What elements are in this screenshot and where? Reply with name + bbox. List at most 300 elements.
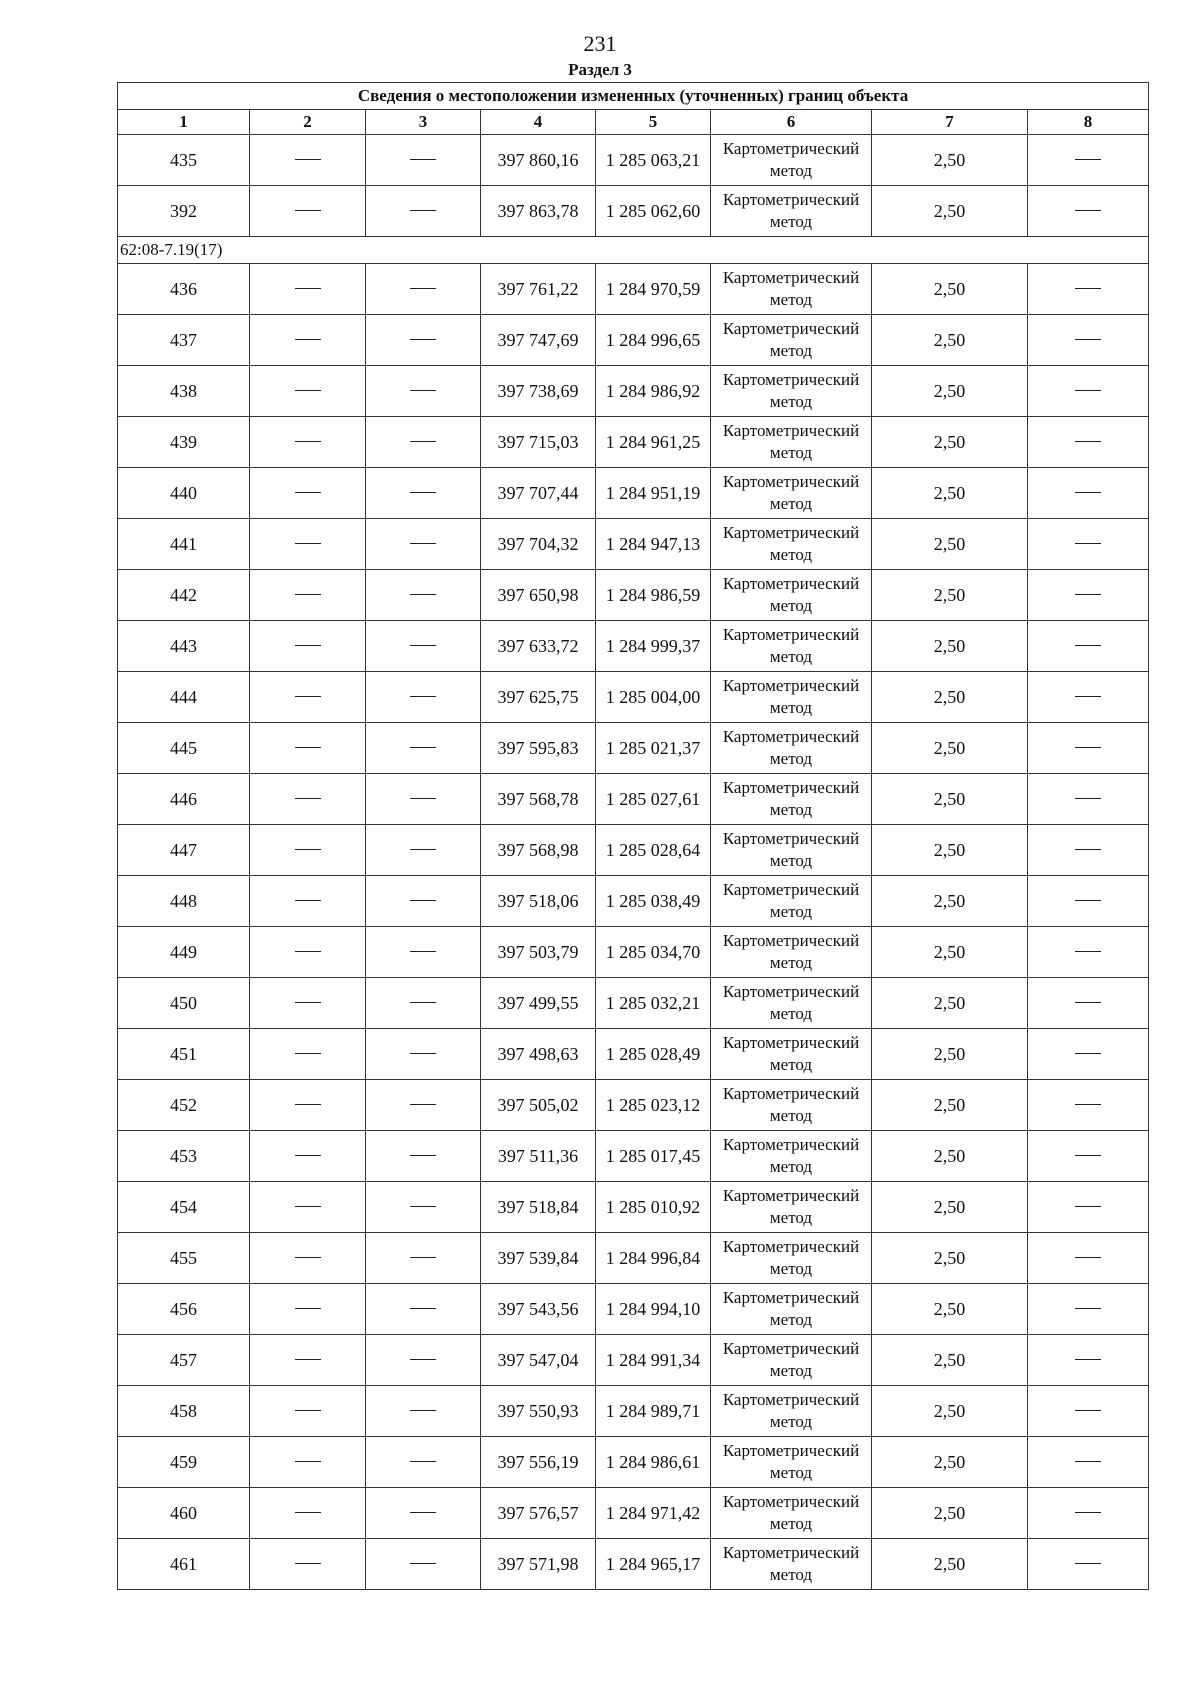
- method-cell: Картометрический метод: [711, 723, 872, 774]
- empty-cell: [250, 1539, 366, 1590]
- empty-cell: [250, 417, 366, 468]
- table-row: [118, 570, 1149, 621]
- coord-y: 1 285 038,49: [596, 876, 711, 927]
- dash-mark: [410, 1002, 436, 1003]
- empty-cell: [1028, 417, 1149, 468]
- dash-mark: [410, 1410, 436, 1411]
- point-number: 457: [118, 1335, 250, 1386]
- accuracy-value: 2,50: [872, 186, 1028, 237]
- coord-x: 397 761,22: [481, 264, 596, 315]
- method-cell: Картометрический метод: [711, 1386, 872, 1437]
- empty-cell: [366, 1488, 481, 1539]
- table-row: [118, 1284, 1149, 1335]
- dash-mark: [410, 798, 436, 799]
- point-number: 460: [118, 1488, 250, 1539]
- method-cell: Картометрический метод: [711, 417, 872, 468]
- coord-y: 1 284 961,25: [596, 417, 711, 468]
- dash-mark: [295, 1104, 321, 1105]
- dash-mark: [410, 492, 436, 493]
- empty-cell: [250, 621, 366, 672]
- empty-cell: [250, 723, 366, 774]
- accuracy-value: 2,50: [872, 876, 1028, 927]
- method-cell: Картометрический метод: [711, 519, 872, 570]
- empty-cell: [1028, 1386, 1149, 1437]
- coord-x: 397 550,93: [481, 1386, 596, 1437]
- column-number: 5: [596, 110, 711, 135]
- empty-cell: [250, 135, 366, 186]
- empty-cell: [1028, 366, 1149, 417]
- empty-cell: [366, 1131, 481, 1182]
- point-number: 456: [118, 1284, 250, 1335]
- empty-cell: [1028, 774, 1149, 825]
- coord-x: 397 543,56: [481, 1284, 596, 1335]
- empty-cell: [1028, 1437, 1149, 1488]
- coord-y: 1 285 004,00: [596, 672, 711, 723]
- dash-mark: [1075, 645, 1101, 646]
- coord-x: 397 595,83: [481, 723, 596, 774]
- method-cell: Картометрический метод: [711, 876, 872, 927]
- empty-cell: [366, 519, 481, 570]
- coord-x: 397 576,57: [481, 1488, 596, 1539]
- empty-cell: [1028, 876, 1149, 927]
- method-cell: Картометрический метод: [711, 366, 872, 417]
- empty-cell: [366, 1182, 481, 1233]
- dash-mark: [1075, 696, 1101, 697]
- method-cell: Картометрический метод: [711, 1131, 872, 1182]
- empty-cell: [250, 1437, 366, 1488]
- empty-cell: [250, 264, 366, 315]
- accuracy-value: 2,50: [872, 519, 1028, 570]
- column-number: 2: [250, 110, 366, 135]
- empty-cell: [366, 1233, 481, 1284]
- table-row: [118, 774, 1149, 825]
- coord-y: 1 285 034,70: [596, 927, 711, 978]
- coord-y: 1 284 986,92: [596, 366, 711, 417]
- dash-mark: [1075, 1512, 1101, 1513]
- dash-mark: [295, 1563, 321, 1564]
- coord-y: 1 284 986,61: [596, 1437, 711, 1488]
- empty-cell: [250, 366, 366, 417]
- empty-cell: [250, 1233, 366, 1284]
- column-number: 6: [711, 110, 872, 135]
- empty-cell: [366, 1029, 481, 1080]
- dash-mark: [295, 1257, 321, 1258]
- accuracy-value: 2,50: [872, 1539, 1028, 1590]
- coord-y: 1 284 970,59: [596, 264, 711, 315]
- table-row: [118, 366, 1149, 417]
- table-row: [118, 723, 1149, 774]
- dash-mark: [410, 441, 436, 442]
- dash-mark: [295, 159, 321, 160]
- coord-x: 397 704,32: [481, 519, 596, 570]
- coord-y: 1 284 965,17: [596, 1539, 711, 1590]
- dash-mark: [295, 1053, 321, 1054]
- point-number: 436: [118, 264, 250, 315]
- coord-y: 1 285 023,12: [596, 1080, 711, 1131]
- dash-mark: [1075, 798, 1101, 799]
- coord-x: 397 707,44: [481, 468, 596, 519]
- accuracy-value: 2,50: [872, 1335, 1028, 1386]
- dash-mark: [410, 645, 436, 646]
- point-number: 439: [118, 417, 250, 468]
- point-number: 452: [118, 1080, 250, 1131]
- coord-x: 397 860,16: [481, 135, 596, 186]
- dash-mark: [1075, 747, 1101, 748]
- group-row: [118, 237, 1149, 264]
- dash-mark: [295, 1155, 321, 1156]
- empty-cell: [366, 723, 481, 774]
- empty-cell: [366, 825, 481, 876]
- coord-y: 1 284 989,71: [596, 1386, 711, 1437]
- method-cell: Картометрический метод: [711, 315, 872, 366]
- method-cell: Картометрический метод: [711, 1437, 872, 1488]
- coord-y: 1 285 010,92: [596, 1182, 711, 1233]
- column-number: 4: [481, 110, 596, 135]
- point-number: 392: [118, 186, 250, 237]
- method-cell: Картометрический метод: [711, 825, 872, 876]
- table-row: [118, 135, 1149, 186]
- coord-x: 397 568,98: [481, 825, 596, 876]
- accuracy-value: 2,50: [872, 774, 1028, 825]
- empty-cell: [1028, 1029, 1149, 1080]
- dash-mark: [1075, 1206, 1101, 1207]
- empty-cell: [250, 978, 366, 1029]
- column-number: 3: [366, 110, 481, 135]
- empty-cell: [1028, 621, 1149, 672]
- empty-cell: [250, 468, 366, 519]
- accuracy-value: 2,50: [872, 1080, 1028, 1131]
- accuracy-value: 2,50: [872, 417, 1028, 468]
- coord-x: 397 499,55: [481, 978, 596, 1029]
- coord-x: 397 863,78: [481, 186, 596, 237]
- table-body: [118, 83, 1149, 1590]
- method-cell: Картометрический метод: [711, 1488, 872, 1539]
- table-row: [118, 876, 1149, 927]
- dash-mark: [295, 951, 321, 952]
- dash-mark: [1075, 1461, 1101, 1462]
- coord-x: 397 503,79: [481, 927, 596, 978]
- accuracy-value: 2,50: [872, 672, 1028, 723]
- dash-mark: [295, 1308, 321, 1309]
- dash-mark: [410, 210, 436, 211]
- empty-cell: [1028, 723, 1149, 774]
- dash-mark: [410, 1104, 436, 1105]
- table-row: [118, 927, 1149, 978]
- point-number: 448: [118, 876, 250, 927]
- accuracy-value: 2,50: [872, 1131, 1028, 1182]
- empty-cell: [1028, 1539, 1149, 1590]
- empty-cell: [1028, 1335, 1149, 1386]
- coord-y: 1 285 063,21: [596, 135, 711, 186]
- point-number: 454: [118, 1182, 250, 1233]
- empty-cell: [366, 1335, 481, 1386]
- table-row: [118, 1386, 1149, 1437]
- table-caption-row: [118, 83, 1149, 110]
- table-row: [118, 186, 1149, 237]
- dash-mark: [295, 1512, 321, 1513]
- dash-mark: [1075, 543, 1101, 544]
- empty-cell: [366, 1080, 481, 1131]
- table-row: [118, 1029, 1149, 1080]
- coord-x: 397 547,04: [481, 1335, 596, 1386]
- dash-mark: [410, 696, 436, 697]
- table-row: [118, 264, 1149, 315]
- section-title: Раздел 3: [568, 60, 632, 79]
- dash-mark: [1075, 1002, 1101, 1003]
- dash-mark: [410, 1359, 436, 1360]
- point-number: 438: [118, 366, 250, 417]
- coord-y: 1 285 017,45: [596, 1131, 711, 1182]
- point-number: 461: [118, 1539, 250, 1590]
- dash-mark: [410, 159, 436, 160]
- coord-x: 397 747,69: [481, 315, 596, 366]
- empty-cell: [366, 1284, 481, 1335]
- dash-mark: [295, 696, 321, 697]
- accuracy-value: 2,50: [872, 1488, 1028, 1539]
- accuracy-value: 2,50: [872, 1386, 1028, 1437]
- empty-cell: [1028, 927, 1149, 978]
- empty-cell: [1028, 519, 1149, 570]
- accuracy-value: 2,50: [872, 723, 1028, 774]
- coord-y: 1 284 947,13: [596, 519, 711, 570]
- table-row: [118, 1488, 1149, 1539]
- empty-cell: [1028, 672, 1149, 723]
- dash-mark: [295, 1359, 321, 1360]
- coord-x: 397 518,06: [481, 876, 596, 927]
- table-row: [118, 672, 1149, 723]
- coord-y: 1 284 991,34: [596, 1335, 711, 1386]
- empty-cell: [250, 825, 366, 876]
- coord-y: 1 284 951,19: [596, 468, 711, 519]
- empty-cell: [1028, 186, 1149, 237]
- coord-x: 397 571,98: [481, 1539, 596, 1590]
- dash-mark: [295, 210, 321, 211]
- coord-y: 1 284 996,84: [596, 1233, 711, 1284]
- empty-cell: [250, 1386, 366, 1437]
- empty-cell: [366, 468, 481, 519]
- coord-x: 397 556,19: [481, 1437, 596, 1488]
- dash-mark: [295, 390, 321, 391]
- method-cell: Картометрический метод: [711, 672, 872, 723]
- coord-x: 397 518,84: [481, 1182, 596, 1233]
- empty-cell: [1028, 315, 1149, 366]
- dash-mark: [410, 747, 436, 748]
- coord-y: 1 285 028,64: [596, 825, 711, 876]
- coord-x: 397 633,72: [481, 621, 596, 672]
- dash-mark: [410, 390, 436, 391]
- dash-mark: [1075, 849, 1101, 850]
- dash-mark: [410, 1206, 436, 1207]
- dash-mark: [1075, 594, 1101, 595]
- method-cell: Картометрический метод: [711, 1335, 872, 1386]
- accuracy-value: 2,50: [872, 621, 1028, 672]
- empty-cell: [250, 1488, 366, 1539]
- coord-x: 397 505,02: [481, 1080, 596, 1131]
- dash-mark: [295, 492, 321, 493]
- accuracy-value: 2,50: [872, 135, 1028, 186]
- empty-cell: [366, 366, 481, 417]
- method-cell: Картометрический метод: [711, 621, 872, 672]
- coord-y: 1 284 996,65: [596, 315, 711, 366]
- dash-mark: [410, 1257, 436, 1258]
- dash-mark: [295, 1461, 321, 1462]
- column-number: 1: [118, 110, 250, 135]
- point-number: 442: [118, 570, 250, 621]
- dash-mark: [295, 543, 321, 544]
- empty-cell: [250, 186, 366, 237]
- empty-cell: [366, 876, 481, 927]
- method-cell: Картометрический метод: [711, 978, 872, 1029]
- empty-cell: [250, 927, 366, 978]
- empty-cell: [1028, 1182, 1149, 1233]
- empty-cell: [1028, 978, 1149, 1029]
- method-cell: Картометрический метод: [711, 1539, 872, 1590]
- accuracy-value: 2,50: [872, 1437, 1028, 1488]
- method-cell: Картометрический метод: [711, 1182, 872, 1233]
- point-number: 453: [118, 1131, 250, 1182]
- dash-mark: [1075, 1155, 1101, 1156]
- point-number: 450: [118, 978, 250, 1029]
- dash-mark: [410, 594, 436, 595]
- empty-cell: [250, 774, 366, 825]
- dash-mark: [1075, 900, 1101, 901]
- dash-mark: [295, 849, 321, 850]
- table-row: [118, 1437, 1149, 1488]
- empty-cell: [366, 1539, 481, 1590]
- dash-mark: [1075, 1410, 1101, 1411]
- coord-y: 1 285 062,60: [596, 186, 711, 237]
- table-row: [118, 1080, 1149, 1131]
- empty-cell: [1028, 264, 1149, 315]
- dash-mark: [1075, 339, 1101, 340]
- dash-mark: [410, 900, 436, 901]
- empty-cell: [366, 672, 481, 723]
- dash-mark: [1075, 1308, 1101, 1309]
- empty-cell: [250, 876, 366, 927]
- method-cell: Картометрический метод: [711, 1233, 872, 1284]
- coord-y: 1 284 999,37: [596, 621, 711, 672]
- coord-y: 1 284 971,42: [596, 1488, 711, 1539]
- empty-cell: [366, 774, 481, 825]
- accuracy-value: 2,50: [872, 1233, 1028, 1284]
- accuracy-value: 2,50: [872, 1182, 1028, 1233]
- coord-x: 397 715,03: [481, 417, 596, 468]
- dash-mark: [1075, 441, 1101, 442]
- empty-cell: [250, 1335, 366, 1386]
- coord-y: 1 285 028,49: [596, 1029, 711, 1080]
- table-row: [118, 468, 1149, 519]
- method-cell: Картометрический метод: [711, 570, 872, 621]
- method-cell: Картометрический метод: [711, 468, 872, 519]
- empty-cell: [250, 672, 366, 723]
- dash-mark: [1075, 1104, 1101, 1105]
- empty-cell: [366, 1437, 481, 1488]
- point-number: 446: [118, 774, 250, 825]
- table-row: [118, 621, 1149, 672]
- empty-cell: [366, 135, 481, 186]
- point-number: 459: [118, 1437, 250, 1488]
- dash-mark: [295, 1206, 321, 1207]
- coord-y: 1 284 994,10: [596, 1284, 711, 1335]
- table-row: [118, 825, 1149, 876]
- empty-cell: [366, 417, 481, 468]
- coord-x: 397 738,69: [481, 366, 596, 417]
- empty-cell: [250, 1080, 366, 1131]
- empty-cell: [366, 621, 481, 672]
- accuracy-value: 2,50: [872, 927, 1028, 978]
- dash-mark: [295, 1410, 321, 1411]
- empty-cell: [366, 186, 481, 237]
- method-cell: Картометрический метод: [711, 1029, 872, 1080]
- page-number: 231: [583, 31, 617, 56]
- dash-mark: [1075, 492, 1101, 493]
- point-number: 440: [118, 468, 250, 519]
- coord-y: 1 285 021,37: [596, 723, 711, 774]
- empty-cell: [366, 315, 481, 366]
- accuracy-value: 2,50: [872, 1029, 1028, 1080]
- boundary-table: [117, 82, 1149, 1590]
- column-number: 8: [1028, 110, 1149, 135]
- empty-cell: [366, 264, 481, 315]
- dash-mark: [410, 1053, 436, 1054]
- accuracy-value: 2,50: [872, 1284, 1028, 1335]
- empty-cell: [1028, 1080, 1149, 1131]
- empty-cell: [1028, 1488, 1149, 1539]
- table-row: [118, 1233, 1149, 1284]
- method-cell: Картометрический метод: [711, 264, 872, 315]
- point-number: 443: [118, 621, 250, 672]
- coord-y: 1 285 027,61: [596, 774, 711, 825]
- dash-mark: [295, 441, 321, 442]
- coord-x: 397 511,36: [481, 1131, 596, 1182]
- method-cell: Картометрический метод: [711, 135, 872, 186]
- accuracy-value: 2,50: [872, 366, 1028, 417]
- table-row: [118, 1539, 1149, 1590]
- dash-mark: [410, 1155, 436, 1156]
- dash-mark: [410, 1308, 436, 1309]
- empty-cell: [366, 927, 481, 978]
- dash-mark: [410, 1461, 436, 1462]
- empty-cell: [250, 1029, 366, 1080]
- table-caption: Сведения о местоположении измененных (уточненных) границ объекта: [118, 83, 1149, 110]
- accuracy-value: 2,50: [872, 570, 1028, 621]
- empty-cell: [366, 1386, 481, 1437]
- coord-y: 1 284 986,59: [596, 570, 711, 621]
- column-number: 7: [872, 110, 1028, 135]
- dash-mark: [410, 1512, 436, 1513]
- accuracy-value: 2,50: [872, 264, 1028, 315]
- column-number-row: [118, 110, 1149, 135]
- dash-mark: [1075, 1359, 1101, 1360]
- empty-cell: [1028, 1131, 1149, 1182]
- dash-mark: [410, 339, 436, 340]
- point-number: 458: [118, 1386, 250, 1437]
- method-cell: Картометрический метод: [711, 927, 872, 978]
- coord-x: 397 650,98: [481, 570, 596, 621]
- point-number: 455: [118, 1233, 250, 1284]
- coord-y: 1 285 032,21: [596, 978, 711, 1029]
- table-row: [118, 1131, 1149, 1182]
- coord-x: 397 568,78: [481, 774, 596, 825]
- dash-mark: [1075, 1053, 1101, 1054]
- point-number: 441: [118, 519, 250, 570]
- dash-mark: [1075, 210, 1101, 211]
- dash-mark: [1075, 159, 1101, 160]
- empty-cell: [250, 1131, 366, 1182]
- coord-x: 397 498,63: [481, 1029, 596, 1080]
- dash-mark: [410, 543, 436, 544]
- empty-cell: [1028, 135, 1149, 186]
